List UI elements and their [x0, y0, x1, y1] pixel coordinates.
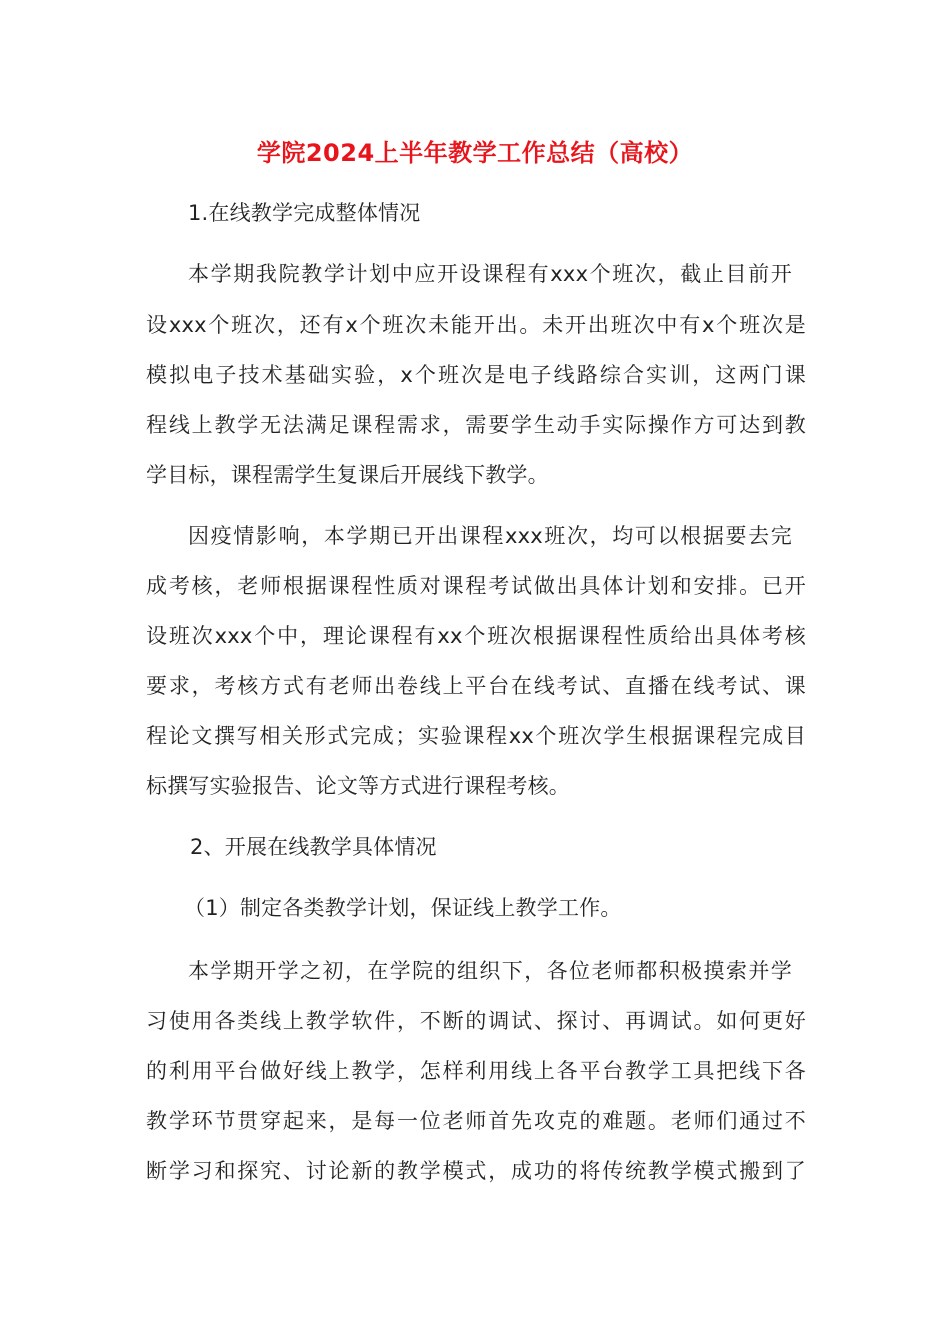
- subsection-heading-1: （1）制定各类教学计划，保证线上教学工作。: [184, 896, 622, 920]
- paragraph-1-line-2: 设xxx个班次，还有x个班次未能开出。未开出班次中有x个班次是: [146, 313, 806, 337]
- paragraph-1-line-4: 程线上教学无法满足课程需求，需要学生动手实际操作方可达到教: [146, 413, 806, 437]
- paragraph-3-line-4: 教学环节贯穿起来，是每一位老师首先攻克的难题。老师们通过不: [146, 1109, 806, 1133]
- paragraph-3-line-3: 的利用平台做好线上教学，怎样利用线上各平台教学工具把线下各: [146, 1059, 806, 1083]
- document-title: 学院2024上半年教学工作总结（高校）: [256, 139, 694, 167]
- paragraph-2-line-2: 成考核，老师根据课程性质对课程考试做出具体计划和安排。已开: [146, 574, 806, 598]
- paragraph-3-line-1: 本学期开学之初，在学院的组织下，各位老师都积极摸索并学: [188, 959, 792, 983]
- paragraph-2-line-5: 程论文撰写相关形式完成；实验课程xx个班次学生根据课程完成目: [146, 724, 806, 748]
- paragraph-2-line-1: 因疫情影响，本学期已开出课程xxx班次，均可以根据要去完: [188, 524, 792, 548]
- paragraph-2-line-6: 标撰写实验报告、论文等方式进行课程考核。: [146, 774, 570, 798]
- section-heading-2: 2、开展在线教学具体情况: [190, 835, 437, 859]
- paragraph-1-line-3: 模拟电子技术基础实验，x个班次是电子线路综合实训，这两门课: [146, 363, 806, 387]
- paragraph-2-line-3: 设班次xxx个中，理论课程有xx个班次根据课程性质给出具体考核: [146, 624, 806, 648]
- paragraph-3-line-2: 习使用各类线上教学软件，不断的调试、探讨、再调试。如何更好: [146, 1009, 806, 1033]
- paragraph-1-line-1: 本学期我院教学计划中应开设课程有xxx个班次，截止目前开: [188, 262, 792, 286]
- paragraph-3-line-5: 断学习和探究、讨论新的教学模式，成功的将传统教学模式搬到了: [146, 1159, 806, 1183]
- paragraph-1-line-5: 学目标，课程需学生复课后开展线下教学。: [146, 463, 549, 487]
- section-heading-1: 1.在线教学完成整体情况: [188, 201, 421, 225]
- paragraph-2-line-4: 要求，考核方式有老师出卷线上平台在线考试、直播在线考试、课: [146, 674, 806, 698]
